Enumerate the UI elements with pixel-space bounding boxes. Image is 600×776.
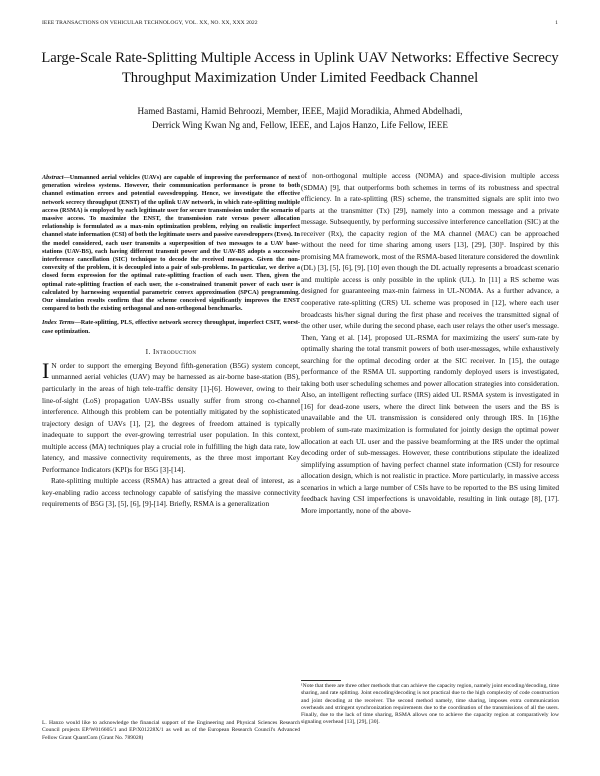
authors-line-2: Derrick Wing Kwan Ng and, Fellow, IEEE, and Lajos Hanzo, Life Fellow, IEEE — [151, 120, 448, 130]
abstract — [42, 174, 300, 313]
paper-title — [30, 48, 570, 88]
abstract-lead: Abstract — [42, 174, 64, 181]
funding-footnote: L. Hanzo would like to acknowledge the financial support of the Engineering and Physical Sciences Research Council projects EP/W016605/1 and EP/X01228X/1 as well as of the European Research Council's Advanced Fellow Grant QuantCom (Grant No. 789028) — [42, 720, 300, 741]
index-terms-lead: Index Terms — [42, 319, 75, 327]
footnote-divider — [301, 680, 341, 681]
running-header — [42, 20, 558, 30]
abstract-text: —Unmanned aerial vehicles (UAVs) are capable of improving the performance of next generation wireless systems. However, their communication performance is prone to both channel estimation errors and potential eavesdropping. Hence, we investigate the effective network secrecy throughput (ENST) of the uplink UAV network, in which rate-splitting multiple access (RSMA) is employed by each legitimate user for secure transmission under the scenario of massive access. To maximize the ENST, the transmission rate versus power allocation relationship is formulated as a max-min optimization problem, relying on realistic imperfect channel state information (CSI) of both the legitimate users and passive eavesdroppers (Eves). In the model considered, each user transmits a superposition of two messages to a UAV base-stations (UAV-BS), each having different transmit power and the UAV-BS adopts a successive interference cancellation (SIC) technique to decode the received messages. Given the non-convexity of the problem, it is decoupled into a pair of sub-problems. In particular, we derive a closed form expression for the optimal rate-splitting fraction of each user. Then, given the optimal rate-splitting fraction of each user, the ε-constrained transmit power of each user is calculated by harnessing sequential parametric convex approximation (SPCA) programming. Our simulation results confirm that the scheme conceived significantly improves the ENST compared to both the existing orthogonal and non-orthogonal benchmarks. — [42, 174, 300, 313]
right-column — [301, 170, 559, 516]
journal-name: IEEE TRANSACTIONS ON VEHICULAR TECHNOLOGY, VOL. XX, NO. XX, XXX 2022 — [42, 20, 258, 26]
title-line-2: Throughput Maximization Under Limited Feedback Channel — [121, 70, 479, 86]
page-number: 1 — [555, 20, 558, 26]
index-terms — [42, 319, 300, 335]
right-column-paragraph: of non-orthogonal multiple access (NOMA) and space-division multiple access (SDMA) [9], that outperforms both schemes in terms of its robustness and spectral efficiency. In a rate-splitting (RS) scheme, the transmitted signals are split into two parts at the transmitter (Tx) [29], namely into a common message and a private message. Subsequently, by performing successive interference cancellation (SIC) at the receiver (Rx), the capacity region of the MA channel (MAC) can be approached without the need for time sharing among users [13], [29], [30]¹. Inspired by this promising MA framework, most of the RSMA-based literature considered the downlink (DL) [3], [5], [6], [9], [10] even though the DL actually represents a broadcast scenario and multiple access is only possible in the uplink (UL). In [11] a RS scheme was designed for guaranteeing max-min fairness in UL-NOMA. As a further advance, a cooperative rate-splitting (CRS) UL scheme was proposed in [12], where each user broadcasts his/her signal during the first phase and receives the transmitted signal of the other user, while during the second phase, each user relays the other user's message. Then, Yang et al. [14], proposed UL-RSMA for maximizing the users' sum-rate by optimally sharing the total transmit powers of both user-messages, while exhaustively searching for the optimal decoding order at the SIC receiver. In [15], the outage performance of the RSMA UL supporting randomly deployed users is investigated, taking both user scheduling schemes and power allocation strategies into consideration. Also, an intelligent reflecting surface (IRS) aided UL RSMA system is investigated in [16] for dead-zone users, where the direct link between the users and the BS is unavailable and the UL transmission is considered only through IRS. In [16]the problem of sum-rate maximization is formulated for jointly design the optimal power allocation at each UL user and the passive beamforming at the IRS under the optimal decoding order of sub-messages. However, these contributions stipulate the idealized simplifying assumption of having perfect channel state information (CSI) for resource allocation design, which is not realistic in practice. More particularly, in massive access scenarios in which a large number of CSIs have to be reported to the BS using limited feedback having CSI imperfections is unavoidable, resulting in link outage [8], [17]. More importantly, none of the above- — [301, 171, 560, 515]
author-list — [40, 104, 560, 132]
drop-cap: I — [42, 357, 50, 383]
left-column — [42, 174, 300, 510]
intro-paragraph-1-text: N order to support the emerging Beyond fifth-generation (B5G) system concept, unmanned aerial vehicles (UAV) may be harnessed as air-borne base-station (BS), particularly in the areas of high tele-traffic density [1]-[6]. However, owing to their line-of-sight (LoS) propagation UAV-BSs usually suffer from strong co-channel interference. Although this problem can be potentially mitigated by the sophisticated trajectory design of UAVs [1], [2], the degrees of freedom attained is typically inadequate to support the ever-growing terrestrial user population. In this context, multiple access (MA) techniques play a crucial role in fulfilling the high data rate, low latency, and massive connectivity requirements, as the three most important Key Performance Indicators (KPI)s for B5G [3]-[14]. — [42, 360, 300, 474]
title-line-1: Large-Scale Rate-Splitting Multiple Access in Uplink UAV Networks: Effective Secrecy — [41, 50, 559, 66]
section-heading-introduction: I. Introduction — [145, 346, 197, 356]
footnote-1: ¹Note that there are three other methods that can achieve the capacity region, namely joint encoding/decoding, time sharing, and rate splitting. Joint encoding/decoding is not practical due to the high complexity of code construction and joint decoding at the receiver. The second method namely, time sharing, imposes extra communication overheads and stringent synchronization requirements due to the coordination of the transmissions of all the users. Finally, due to the lack of time sharing, RSMA allows one to achieve the capacity region at comparatively low signaling overhead [13], [29], [30]. — [301, 683, 559, 726]
intro-paragraph-1 — [42, 357, 300, 475]
authors-line-1: Hamed Bastami, Hamid Behroozi, Member, IEEE, Majid Moradikia, Ahmed Abdelhadi, — [137, 106, 463, 116]
index-terms-text: —Rate-splitting, PLS, effective network secrecy throughput, imperfect CSIT, worst-case optimization. — [42, 319, 300, 335]
intro-paragraph-2: Rate-splitting multiple access (RSMA) has attracted a great deal of interest, as a key-enabling radio access technology capable of satisfying the massive connectivity requirements of B5G [3], [5], [6], [9]-[14]. Briefly, RSMA is a generalization — [42, 476, 300, 509]
